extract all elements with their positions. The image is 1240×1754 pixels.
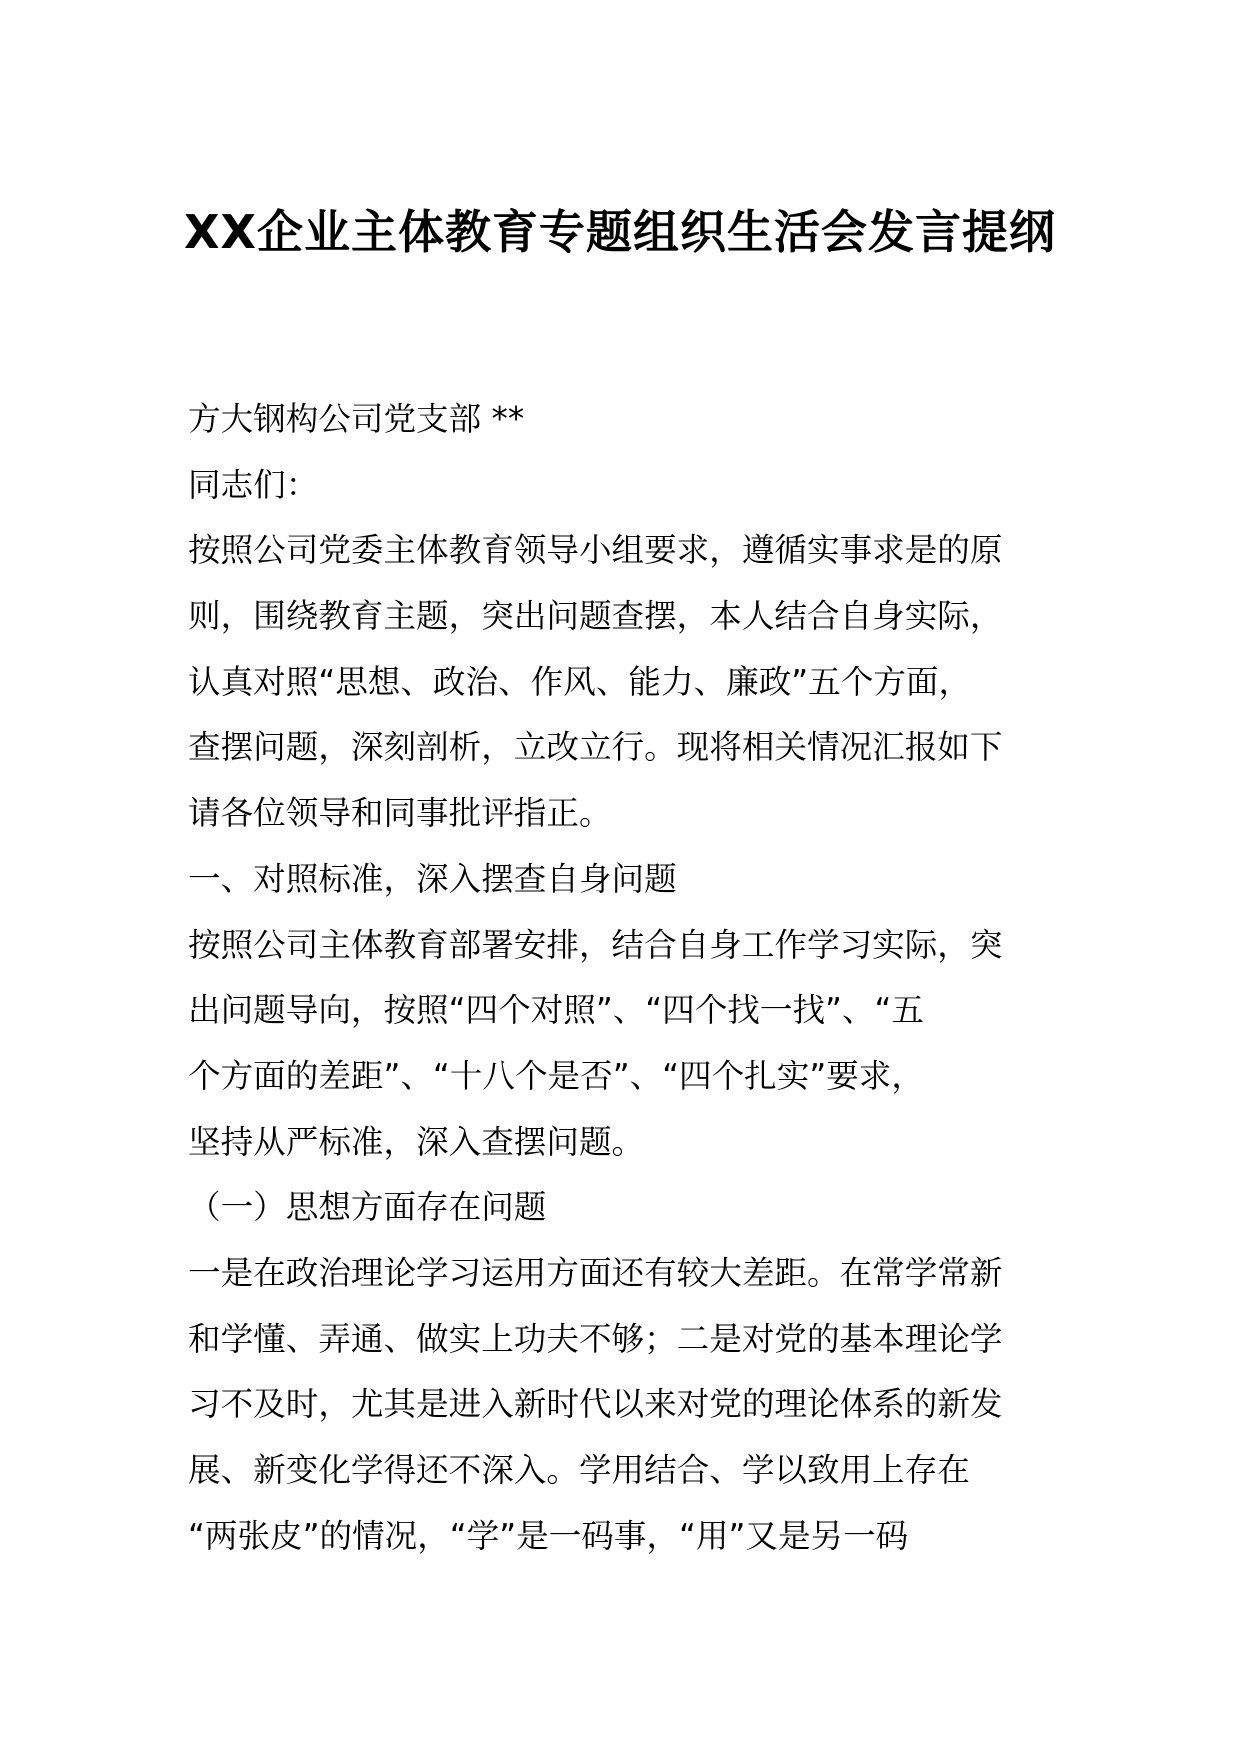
body-line: 按照公司党委主体教育领导小组要求，遵循实事求是的原 — [188, 531, 1003, 570]
body-line: 习不及时，尤其是进入新时代以来对党的理论体系的新发 — [188, 1385, 1003, 1424]
body-line: 请各位领导和同事批评指正。 — [188, 794, 612, 833]
body-line: 坚持从严标准，深入查摆问题。 — [188, 1122, 645, 1161]
body-line: 展、新变化学得还不深入。学用结合、学以致用上存在 — [188, 1451, 970, 1489]
body-line: 出问题导向，按照“四个对照”、“四个找一找”、“五 — [188, 991, 924, 1030]
body-line: 一是在政治理论学习运用方面还有较大差距。在常学常新 — [188, 1253, 1003, 1292]
body-line: 查摆问题，深刻剖析，立改立行。现将相关情况汇报如下 — [188, 728, 1003, 767]
body-line: 个方面的差距”、“十八个是否”、“四个扎实”要求， — [188, 1056, 924, 1095]
body-line: “两张皮”的情况，“学”是一码事，“用”又是另一码 — [188, 1516, 909, 1555]
document-title: XX企业主体教育专题组织生活会发言提纲 — [184, 205, 1056, 259]
document-body — [188, 387, 1052, 1569]
signature-line: 方大钢构公司党支部 ** — [188, 400, 525, 438]
body-line: 认真对照“思想、政治、作风、能力、廉政”五个方面， — [188, 662, 972, 701]
body-line: 和学懂、弄通、做实上功夫不够；二是对党的基本理论学 — [188, 1319, 1003, 1358]
salutation-line: 同志们： — [188, 465, 319, 504]
body-line: 按照公司主体教育部署安排，结合自身工作学习实际，突 — [188, 925, 1003, 964]
body-line: 则，围绕教育主题，突出问题查摆，本人结合自身实际， — [188, 597, 1003, 636]
subsection-heading: （一）思想方面存在问题 — [188, 1188, 547, 1227]
section-heading: 一、对照标准，深入摆查自身问题 — [188, 859, 677, 898]
